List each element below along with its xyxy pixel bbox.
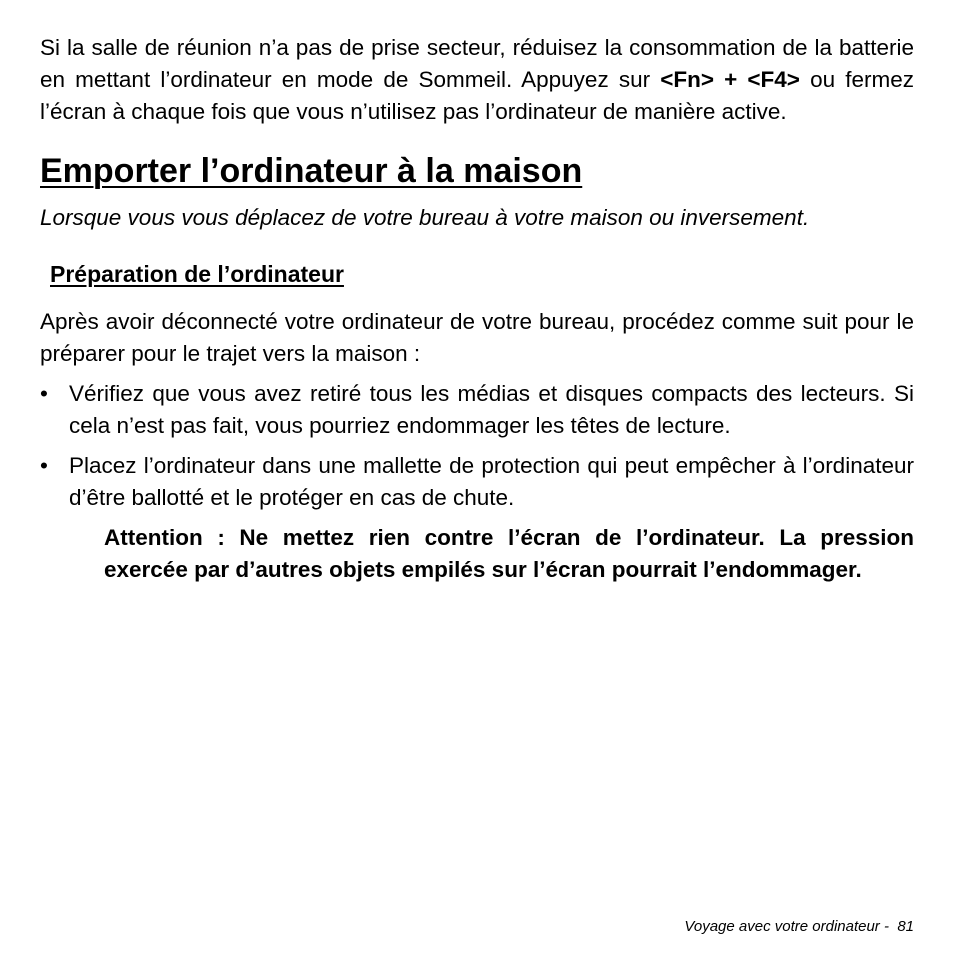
preparation-paragraph: Après avoir déconnecté votre ordinateur de votre bureau, procédez comme suit pour le préparer pour le trajet vers la maison : — [40, 309, 914, 366]
page-footer — [684, 918, 914, 936]
bullet-text: Placez l’ordinateur dans une mallette de protection qui peut empêcher à l’ordinateur d’être ballotté et le protéger en cas de chute. — [69, 453, 914, 510]
section-subtitle: Lorsque vous vous déplacez de votre bureau à votre maison ou inversement. — [40, 205, 810, 230]
bullet-text: Vérifiez que vous avez retiré tous les médias et disques compacts des lecteurs. Si cela n’est pas fait, vous pourriez endommager les têtes de lecture. — [69, 381, 914, 438]
list-item — [40, 450, 914, 514]
warning-note: Attention : Ne mettez rien contre l’écran de l’ordinateur. La pression exercée par d’autres objets empilés sur l’écran pourrait l’endommager. — [104, 525, 914, 582]
intro-text-end: ou fermez l’écran à chaque fois que vous n’utilisez pas l’ordinateur de manière active. — [40, 67, 914, 124]
subsection-title: Préparation de l’ordinateur — [50, 261, 344, 287]
page-number: 81 — [897, 918, 914, 935]
section-title: Emporter l’ordinateur à la maison — [40, 152, 583, 190]
footer-label: Voyage avec votre ordinateur - — [684, 918, 898, 935]
intro-text-start: Si la salle de réunion n’a pas de prise secteur, réduisez la consommation de la batterie en mettant l’ordinateur en mode de Sommeil. Appuyez sur — [40, 35, 914, 92]
key-f4: <F4> — [747, 67, 800, 92]
bullet-icon: • — [40, 453, 48, 478]
key-plus: + — [714, 67, 748, 92]
key-fn: <Fn> — [660, 67, 714, 92]
document-page — [40, 32, 914, 586]
list-item — [40, 378, 914, 442]
bullet-icon: • — [40, 381, 48, 406]
bullet-list — [40, 378, 914, 514]
intro-paragraph — [40, 32, 914, 128]
